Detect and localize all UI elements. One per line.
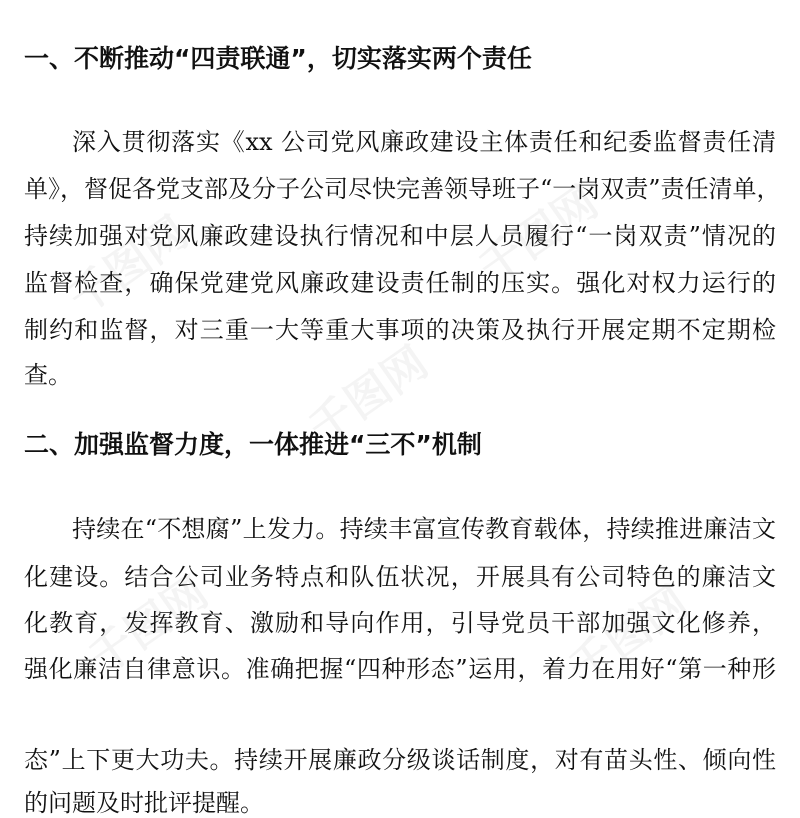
watermark-text: 千图网 xyxy=(469,176,608,295)
section-2-line-1: 持续在“不想腐”上发力。持续丰富宣传教育载体，持续推进廉洁文 xyxy=(72,515,776,543)
section-2-line-3: 化教育，发挥教育、激励和导向作用，引导党员干部加强文化修养， xyxy=(24,609,776,637)
section-1-line-2: 单》，督促各党支部及分子公司尽快完善领导班子“一岗双责”责任清单， xyxy=(24,175,781,203)
watermark-text: 千图网 xyxy=(559,576,698,695)
section-1-line-4: 监督检查，确保党建党风廉政建设责任制的压实。强化对权力运行的 xyxy=(24,269,776,297)
watermark-text: 千图网 xyxy=(79,566,218,685)
section-2-line-5: 态”上下更大功夫。持续开展廉政分级谈话制度，对有苗头性、倾向性 xyxy=(24,746,776,774)
section-2-heading: 二、加强监督力度，一体推进“三不”机制 xyxy=(24,430,482,459)
watermark-text: 千图网 xyxy=(59,206,198,325)
section-2-line-2: 化建设。结合公司业务特点和队伍状况，开展具有公司特色的廉洁文 xyxy=(24,563,776,591)
section-1-heading: 一、不断推动“四责联通”，切实落实两个责任 xyxy=(24,44,532,73)
watermark-text: 千图网 xyxy=(299,336,438,455)
section-1-line-1: 深入贯彻落实《xx 公司党风廉政建设主体责任和纪委监督责任清 xyxy=(72,128,776,156)
section-2-line-6: 的问题及时批评提醒。 xyxy=(24,789,264,817)
section-1-line-3: 持续加强对党风廉政建设执行情况和中层人员履行“一岗双责”情况的 xyxy=(24,222,776,250)
section-1-line-6: 查。 xyxy=(24,361,72,389)
section-2-line-4: 强化廉洁自律意识。准确把握“四种形态”运用，着力在用好“第一种形 xyxy=(24,655,776,683)
section-1-line-5: 制约和监督，对三重一大等重大事项的决策及执行开展定期不定期检 xyxy=(24,316,776,344)
